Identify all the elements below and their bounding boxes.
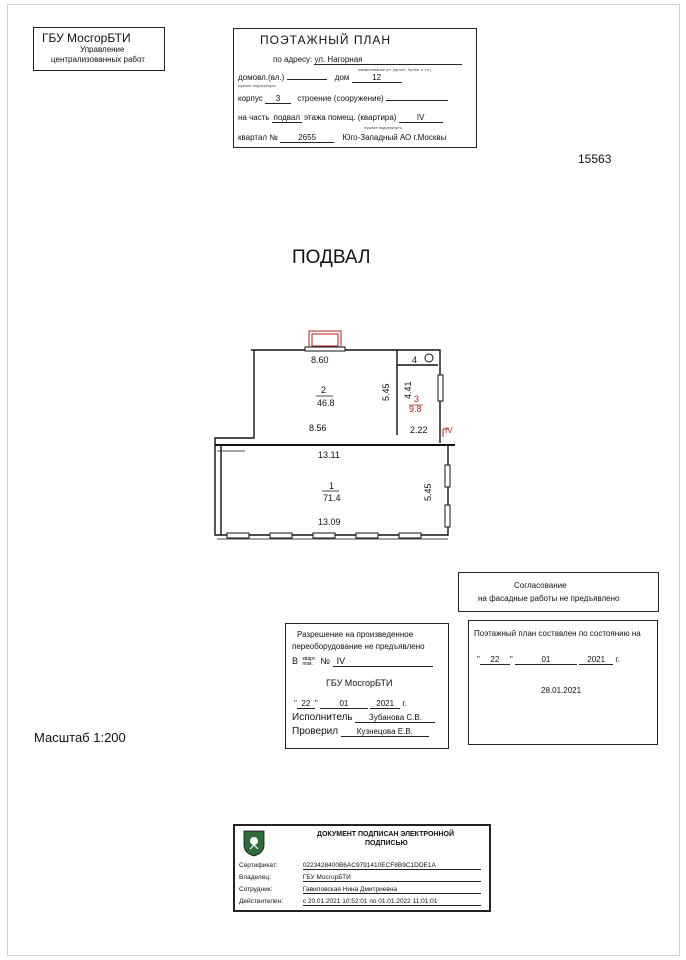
permission-month: 01 — [320, 699, 368, 709]
permission-day: 22 — [297, 699, 315, 709]
underline-hint-2: нужное подчеркнуть — [364, 125, 402, 130]
moscow-emblem — [242, 829, 266, 857]
plan-dim-860: 8.60 — [311, 355, 329, 365]
plan-window — [438, 375, 443, 401]
plan-dim-441: 4.41 — [403, 381, 413, 399]
address-hint: наименование ул. (просп., бульв. и т.п.) — [358, 67, 432, 72]
state-date-row: " 22 " 01 2021 г. — [477, 655, 620, 664]
org-box — [33, 27, 165, 71]
esign-valid-row — [239, 898, 481, 906]
header-title: ПОЭТАЖНЫЙ ПЛАН — [260, 33, 392, 47]
plan-room2-num: 2 — [321, 385, 327, 395]
part-floor: подвал — [273, 113, 301, 122]
permission-v-pom: пом. — [302, 660, 313, 667]
address-value: ул. Нагорная — [314, 55, 462, 65]
esign-owner-label: Владелец: — [239, 874, 271, 881]
district: Юго-Западный АО г.Москвы — [342, 133, 447, 142]
plan-window — [356, 533, 378, 538]
plan-room1-area: 71.4 — [323, 493, 341, 503]
esign-title2: ПОДПИСЬЮ — [365, 840, 408, 847]
permission-box — [285, 623, 449, 749]
plan-dim-1311: 13.11 — [318, 450, 340, 460]
part-row — [238, 113, 443, 123]
checker-value: Кузнецова Е.В. — [341, 727, 429, 737]
esign-title1: ДОКУМЕНТ ПОДПИСАН ЭЛЕКТРОННОЙ — [317, 831, 455, 838]
permission-v-value: IV — [333, 656, 433, 667]
esign-employee-label: Сотрудник: — [239, 886, 273, 893]
plan-window — [305, 347, 345, 351]
house-dom-label: дом — [334, 73, 350, 82]
esign-stamp — [233, 824, 491, 912]
header-form — [233, 28, 477, 148]
permission-date-row: " 22 " 01 2021 г. — [294, 699, 407, 708]
plan-dim-856: 8.56 — [309, 423, 327, 433]
plan-window — [313, 533, 335, 538]
esign-owner-value: ГБУ МосгорБТИ — [303, 874, 481, 882]
plan-dim-222: 2.22 — [410, 425, 428, 435]
agreement-line1: Согласование — [514, 581, 567, 590]
plan-room4-num: 4 — [412, 355, 418, 365]
state-year-suffix: г. — [615, 655, 620, 664]
esign-valid-label: Действителен: — [239, 898, 284, 905]
floor-title: ПОДВАЛ — [292, 247, 371, 268]
permission-org: ГБУ МосгорБТИ — [326, 678, 393, 688]
plan-room3-num: 3 — [414, 394, 420, 404]
house-value: 12 — [352, 73, 402, 83]
kvartal-label: квартал № — [238, 133, 278, 142]
korpus-row — [238, 94, 448, 104]
plan-room2-area: 46.8 — [317, 398, 335, 408]
part-label-mid: этажа помещ. (квартира) — [304, 113, 397, 122]
permission-year-suffix: г. — [402, 699, 407, 708]
state-title: Поэтажный план составлен по состоянию на — [474, 629, 641, 638]
org-line2: централизованных работ — [51, 55, 145, 64]
plan-dim-1309: 13.09 — [318, 517, 341, 527]
address-label: по адресу: — [273, 55, 313, 64]
state-year: 2021 — [579, 655, 613, 665]
house-row — [238, 73, 402, 83]
house-label: домовл.(вл.) — [238, 73, 285, 82]
permission-line1: Разрешение на произведенное — [297, 630, 414, 639]
plan-window — [227, 533, 249, 538]
part-value: IV — [399, 113, 443, 123]
permission-v-kvart: кварт. — [302, 655, 316, 662]
plan-room1-num: 1 — [329, 481, 335, 491]
org-name: ГБУ МосгорБТИ — [42, 31, 131, 45]
stroenie-label: строение (сооружение) — [297, 94, 384, 103]
state-month: 01 — [515, 655, 577, 665]
esign-cert-value: 0223428400B6AC9791410ECF8B9C1DDE1A — [303, 862, 481, 870]
korpus-value: 3 — [265, 94, 291, 104]
esign-cert-row — [239, 862, 481, 870]
permission-v-row — [292, 656, 433, 667]
floor-plan — [205, 325, 465, 550]
plan-window — [445, 465, 450, 487]
org-line1: Управление — [80, 45, 125, 54]
plan-dim-545a: 5.45 — [381, 383, 391, 401]
document-number: 15563 — [578, 152, 612, 166]
state-day: 22 — [480, 655, 510, 665]
scale-label: Масштаб 1:200 — [34, 730, 126, 745]
plan-room3-area: 9.8 — [409, 404, 422, 414]
permission-v-no: № — [320, 656, 331, 666]
esign-employee-row — [239, 886, 481, 894]
executor-label: Исполнитель — [292, 712, 353, 723]
kvartal-value: 2655 — [280, 133, 334, 143]
plan-window — [445, 505, 450, 527]
executor-row — [292, 712, 435, 723]
plan-window — [270, 533, 292, 538]
esign-owner-row — [239, 874, 481, 882]
checker-label: Проверил — [292, 726, 339, 737]
state-date: 28.01.2021 — [541, 686, 582, 695]
agreement-box — [458, 572, 659, 612]
agreement-line2: на фасадные работы не предъявлено — [478, 594, 620, 603]
plan-fixture — [425, 354, 433, 362]
korpus-label: корпус — [238, 94, 263, 103]
state-box — [468, 620, 658, 745]
permission-year: 2021 — [370, 699, 400, 709]
kvartal-row — [238, 133, 446, 143]
esign-cert-label: Сертификат: — [239, 862, 278, 869]
esign-employee-value: Гавиловская Нина Дмитриевна — [303, 886, 481, 894]
permission-v-letter: В — [292, 656, 299, 666]
checker-row — [292, 726, 429, 737]
plan-dim-545b: 5.45 — [423, 483, 433, 501]
executor-value: Зубанова С.В. — [355, 713, 435, 723]
plan-wall-left-upper — [215, 350, 254, 445]
part-label-prefix: на часть — [238, 113, 270, 122]
underline-hint-1: нужное подчеркнуть — [238, 83, 276, 88]
plan-window — [399, 533, 421, 538]
esign-valid-value: с 20.01.2021 10:52:01 по 01.01.2022 11:01:01 — [303, 898, 481, 906]
plan-part-mark: IV — [445, 426, 453, 435]
permission-line2: переоборудование не предъявлено — [292, 642, 425, 651]
address-row — [273, 55, 462, 65]
